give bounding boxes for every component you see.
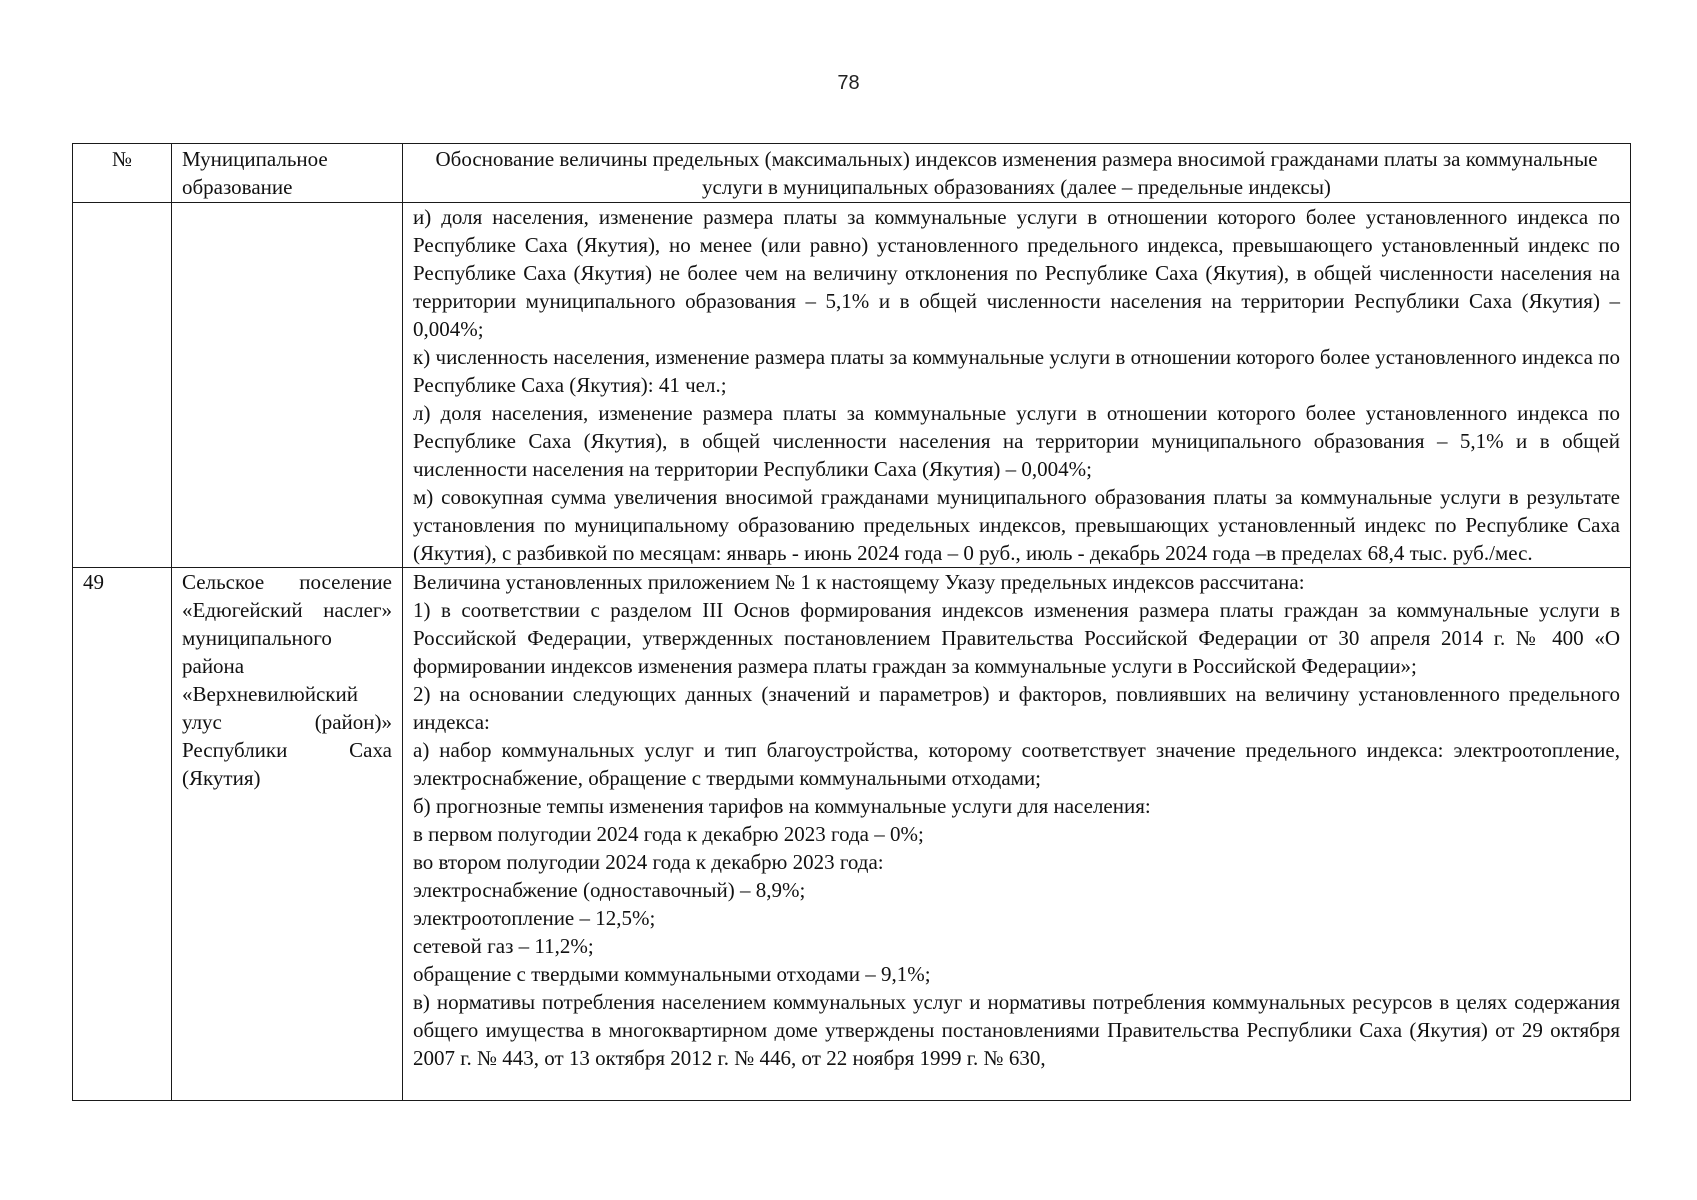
header-justification: Обоснование величины предельных (максимальных) индексов изменения размера вносимой гражданами платы за коммунальные услуги в муниципальных образованиях (далее – предельные индексы) — [403, 144, 1631, 203]
table-row — [73, 203, 1631, 568]
indices-table — [72, 143, 1631, 1101]
row-justification — [403, 568, 1631, 1101]
header-number: № — [73, 144, 172, 203]
page-number: 78 — [837, 72, 860, 94]
justification-paragraph: в) нормативы потребления населением коммунальных услуг и нормативы потребления коммунальных ресурсов в целях содержания общего имущества в многоквартирном доме утверждены постановлениями Правительства Республики Саха (Якутия) от 29 октября 2007 г. № 443, от 13 октября 2012 г. № 446, от 22 ноября 1999 г. № 630, — [413, 990, 1620, 1070]
row-number — [73, 203, 172, 568]
table-row — [73, 568, 1631, 1101]
justification-paragraph: к) численность населения, изменение размера платы за коммунальные услуги в отношении которого более установленного индекса по Республике Саха (Якутия): 41 чел.; — [413, 345, 1620, 397]
justification-paragraph: в первом полугодии 2024 года к декабрю 2023 года – 0%; — [413, 822, 924, 846]
justification-paragraph: сетевой газ – 11,2%; — [413, 934, 594, 958]
justification-paragraph: б) прогнозные темпы изменения тарифов на коммунальные услуги для населения: — [413, 794, 1151, 818]
justification-paragraph: л) доля населения, изменение размера платы за коммунальные услуги в отношении которого более установленного индекса по Республике Саха (Якутия), в общей численности населения на территории муниципального образования – 5,1% и в общей численности населения на территории Республики Саха (Якутия) – 0,004%; — [413, 401, 1620, 481]
row-municipality — [172, 203, 403, 568]
justification-paragraph: обращение с твердыми коммунальными отходами – 9,1%; — [413, 962, 931, 986]
justification-paragraph: и) доля населения, изменение размера платы за коммунальные услуги в отношении которого более установленного индекса по Республике Саха (Якутия), но менее (или равно) установленного предельного индекса, превышающего установленный индекс по Республике Саха (Якутия) не более чем на величину отклонения по Республике Саха (Якутия), в общей численности населения на территории муниципального образования – 5,1% и в общей численности населения на территории Республики Саха (Якутия) – 0,004%; — [413, 205, 1620, 341]
header-municipality: Муниципальное образование — [172, 144, 403, 203]
row-number: 49 — [73, 568, 172, 1101]
row-justification — [403, 203, 1631, 568]
justification-paragraph: а) набор коммунальных услуг и тип благоустройства, которому соответствует значение предельного индекса: электроотопление, электроснабжение, обращение с твердыми коммунальными отходами; — [413, 738, 1620, 790]
justification-paragraph: 1) в соответствии с разделом III Основ формирования индексов изменения размера платы граждан за коммунальные услуги в Российской Федерации, утвержденных постановлением Правительства Российской Федерации от 30 апреля 2014 г. № 400 «О формировании индексов изменения размера платы граждан за коммунальные услуги в Российской Федерации»; — [413, 598, 1620, 678]
row-municipality: Сельское поселение «Едюгейский наслег» муниципального района «Верхневилюйский улус (район)» Республики Саха (Якутия) — [172, 568, 403, 1101]
justification-paragraph: 2) на основании следующих данных (значений и параметров) и факторов, повлиявших на величину установленного предельного индекса: — [413, 682, 1620, 734]
table-header-row — [73, 144, 1631, 203]
justification-paragraph: м) совокупная сумма увеличения вносимой гражданами муниципального образования платы за коммунальные услуги в результате установления по муниципальному образованию предельных индексов, превышающих установленный индекс по Республике Саха (Якутия), с разбивкой по месяцам: январь - июнь 2024 года – 0 руб., июль - декабрь 2024 года –в пределах 68,4 тыс. руб./мес. — [413, 485, 1620, 565]
justification-paragraph: электроснабжение (одноставочный) – 8,9%; — [413, 878, 806, 902]
justification-paragraph: Величина установленных приложением № 1 к настоящему Указу предельных индексов рассчитана: — [413, 570, 1305, 594]
justification-paragraph: во втором полугодии 2024 года к декабрю 2023 года: — [413, 850, 884, 874]
justification-paragraph: электроотопление – 12,5%; — [413, 906, 656, 930]
